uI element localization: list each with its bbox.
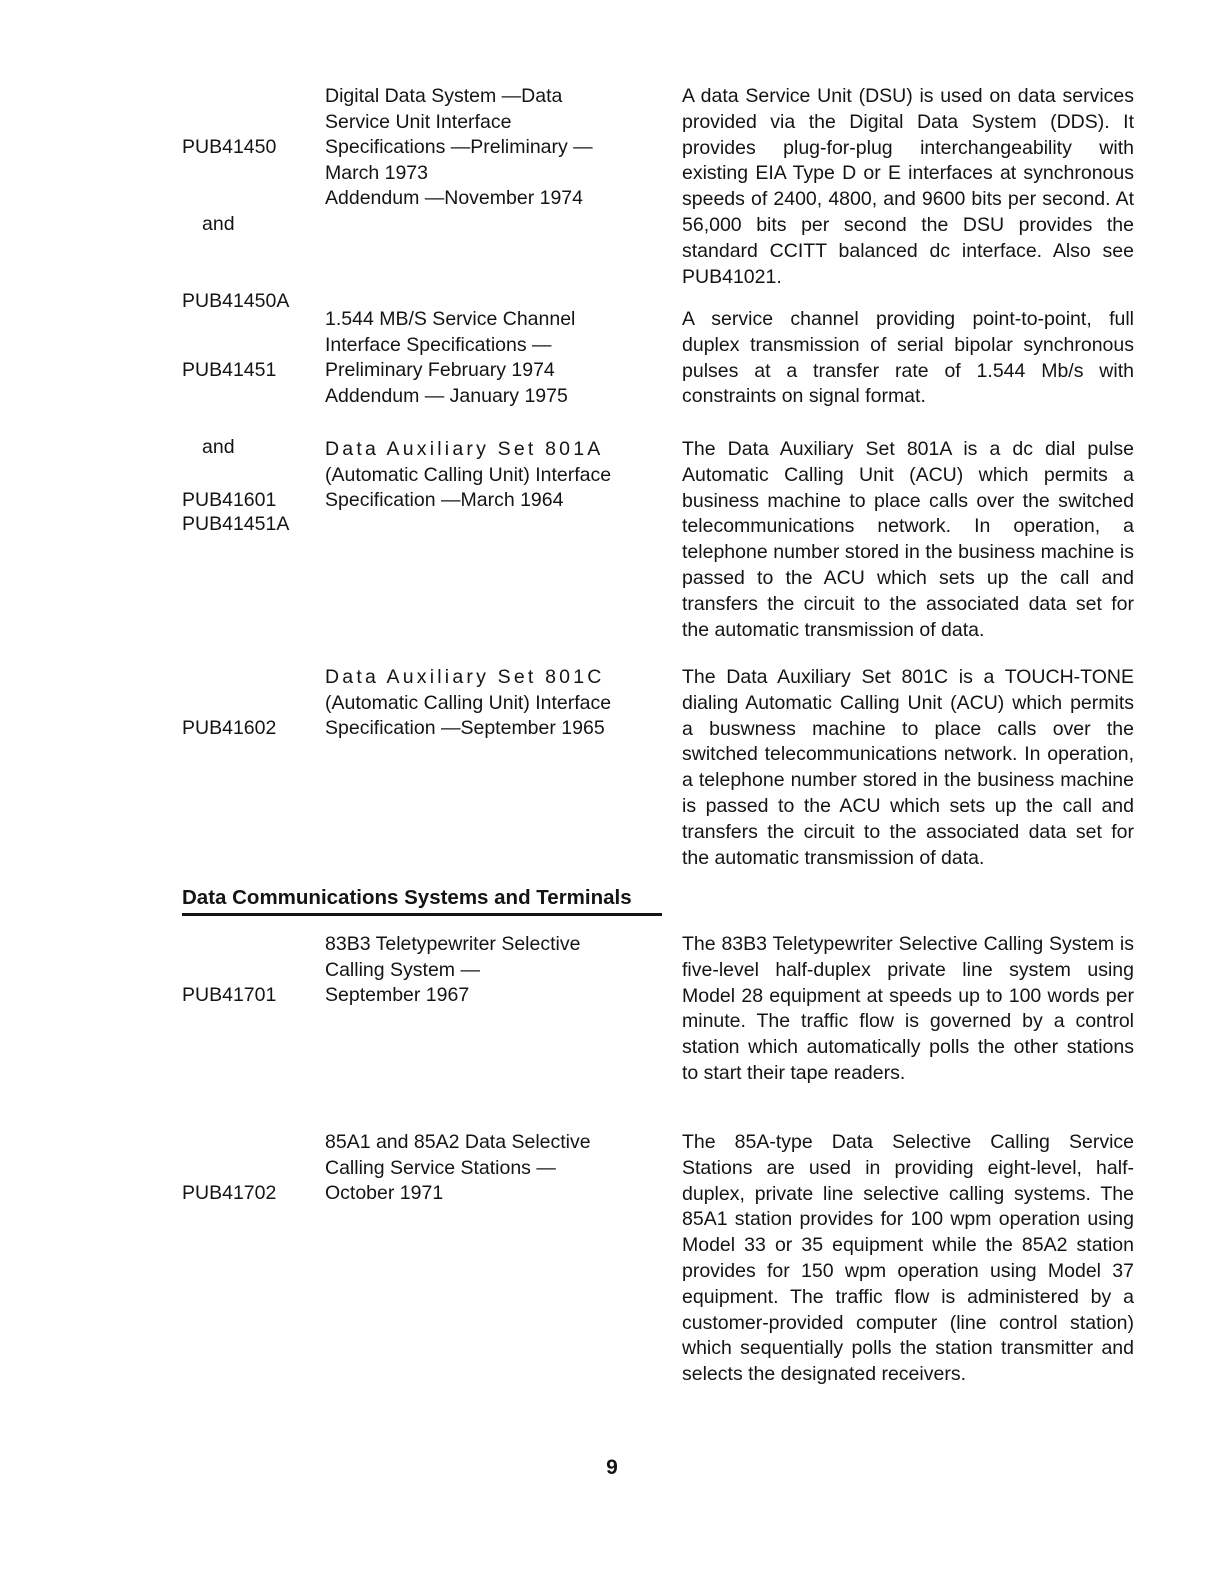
publication-description: The 85A-type Data Selective Calling Service Stations are used in providing eight-level, half-duplex, private line selective calling systems. The 85A1 station provides for 100 wpm operation using Model 33 or 35 equipment while the 85A2 station provides for 150 wpm operation using Model 37 equipment. The traffic flow is administered by a customer-provided computer (line control station) which sequentially polls the station transmitter and selects the designated receivers. [682,1131,1134,1386]
publication-description: The Data Auxiliary Set 801A is a dc dial pulse Automatic Calling Unit (ACU) which permits a business machine to place calls over the switched telecommunications network. In operation, a telephone number stored in the business machine is passed to the ACU which sets up the call and transfers the circuit to the associated data set for the automatic transmission of data. [682,438,1134,641]
publication-id [182,1130,312,1258]
publication-description: The 83B3 Teletypewriter Selective Calling System is five-level half-duplex private line system using Model 28 equipment at speeds up to 100 words per minute. The traffic flow is governed by a control station which automatically polls the other stations to start their tape readers. [682,933,1134,1084]
publication-id [182,437,312,565]
publication-id-line: PUB41450 [182,136,277,159]
publication-title-rest: (Automatic Calling Unit) Interface Specification —March 1964 [325,463,612,512]
publication-title [325,665,650,742]
publication-id-line: PUB41702 [182,1182,277,1205]
publication-id-line: PUB41601 [182,489,277,512]
publication-title-first-line: Data Auxiliary Set 801C [325,666,605,688]
publication-title: Digital Data System —Data Service Unit Interface Specifications —Preliminary — March 1973 Addendum —November 1974 [325,85,593,210]
publication-description: The Data Auxiliary Set 801C is a TOUCH-TONE dialing Automatic Calling Unit (ACU) which permits a buswness machine to place calls over the switched telecommunications network. In operation, a telephone number stored in the business machine is passed to the ACU which sets up the call and transfers the circuit to the associated data set for the automatic transmission of data. [682,666,1134,869]
publication-id [182,665,312,793]
publication-id-line: PUB41602 [182,717,277,740]
publication-id-connector: and [202,212,235,235]
publication-id-line: PUB41451A [182,512,290,535]
section-heading: Data Communications Systems and Terminals [182,885,662,916]
page-number: 9 [606,1456,618,1479]
publication-title [325,437,650,514]
publication-title-rest: (Automatic Calling Unit) Interface Specification —September 1965 [325,691,612,740]
publication-id-line: PUB41701 [182,984,277,1007]
publication-id-connector: and [202,435,235,458]
publication-description: A service channel providing point-to-point, full duplex transmission of serial bipolar synchronous pulses at a transfer rate of 1.544 Mb/s with constraints on signal format. [682,308,1134,408]
publication-title: 1.544 MB/S Service Channel Interface Specifications — Preliminary February 1974 Addendum — January 1975 [325,308,576,407]
publication-title-first-line: Data Auxiliary Set 801A [325,438,604,460]
publication-id-line: PUB41451 [182,359,277,382]
publication-title: 83B3 Teletypewriter Selective Calling System — September 1967 [325,933,581,1007]
publication-id-line: PUB41450A [182,289,290,312]
publication-description: A data Service Unit (DSU) is used on data services provided via the Digital Data System (DDS). It provides plug-for-plug interchangeability with existing EIA Type D or E interfaces at synchronous speeds of 2400, 4800, and 9600 bits per second. At 56,000 bits per second the DSU provides the standard CCITT balanced dc interface. Also see PUB41021. [682,85,1134,288]
publication-id [182,932,312,1060]
publication-title: 85A1 and 85A2 Data Selective Calling Service Stations — October 1971 [325,1131,591,1205]
